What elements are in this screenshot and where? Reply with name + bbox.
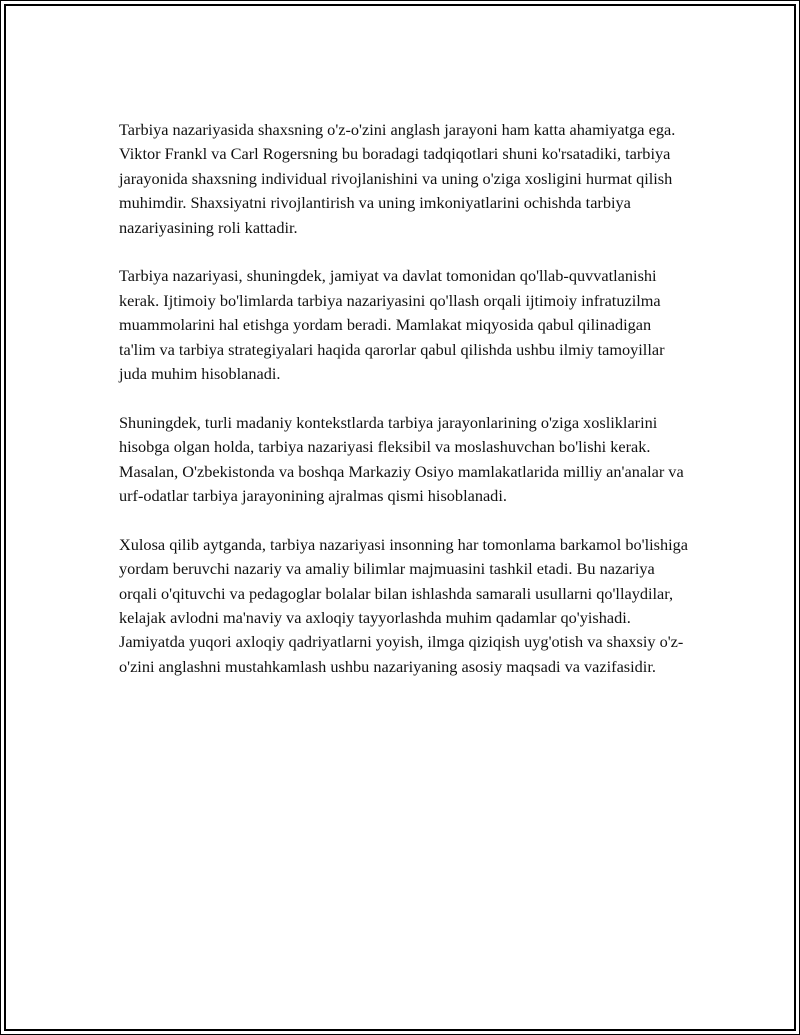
document-body [119,118,689,704]
paragraph-2: Tarbiya nazariyasi, shuningdek, jamiyat va davlat tomonidan qo'llab-quvvatlanishi kerak. Ijtimoiy bo'limlarda tarbiya nazariyasini qo'llash orqali ijtimoiy infratuzilma muammolarini hal etishga yordam beradi. Mamlakat miqyosida qabul qilinadigan ta'lim va tarbiya strategiyalari haqida qarorlar qabul qilishda ushbu ilmiy tamoyillar juda muhim hisoblanadi. [119,266,665,384]
paragraph-4: Xulosa qilib aytganda, tarbiya nazariyasi insonning har tomonlama barkamol bo'lishiga yordam beruvchi nazariy va amaliy bilimlar majmuasini tashkil etadi. Bu nazariya orqali o'qituvchi va pedagoglar bolalar bilan ishlashda samarali usullarni qo'llaydilar, kelajak avlodni ma'naviy va axloqiy tayyorlashda muhim qadamlar qo'yishadi. Jamiyatda yuqori axloqiy qadriyatlarni yoyish, ilmga qiziqish uyg'otish va shaxsiy o'z-o'zini anglashni mustahkamlash ushbu nazariyaning asosiy maqsadi va vazifasidir. [119,534,689,676]
paragraph-1: Tarbiya nazariyasida shaxsning o'z-o'zini anglash jarayoni ham katta ahamiyatga ega. Viktor Frankl va Carl Rogersning bu boradagi tadqiqotlari shuni ko'rsatadiki, tarbiya jarayonida shaxsning individual rivojlanishini va uning o'ziga xosligini hurmat qilish muhimdir. Shaxsiyatni rivojlantirish va uning imkoniyatlarini ochishda tarbiya nazariyasining roli kattadir. [119,120,676,237]
paragraph-3: Shuningdek, turli madaniy kontekstlarda tarbiya jarayonlarining o'ziga xosliklarini hisobga olgan holda, tarbiya nazariyasi fleksibil va moslashuvchan bo'lishi kerak. Masalan, O'zbekistonda va boshqa Markaziy Osiyo mamlakatlarida milliy an'analar va urf-odatlar tarbiya jarayonining ajralmas qismi hisoblanadi. [119,412,684,506]
